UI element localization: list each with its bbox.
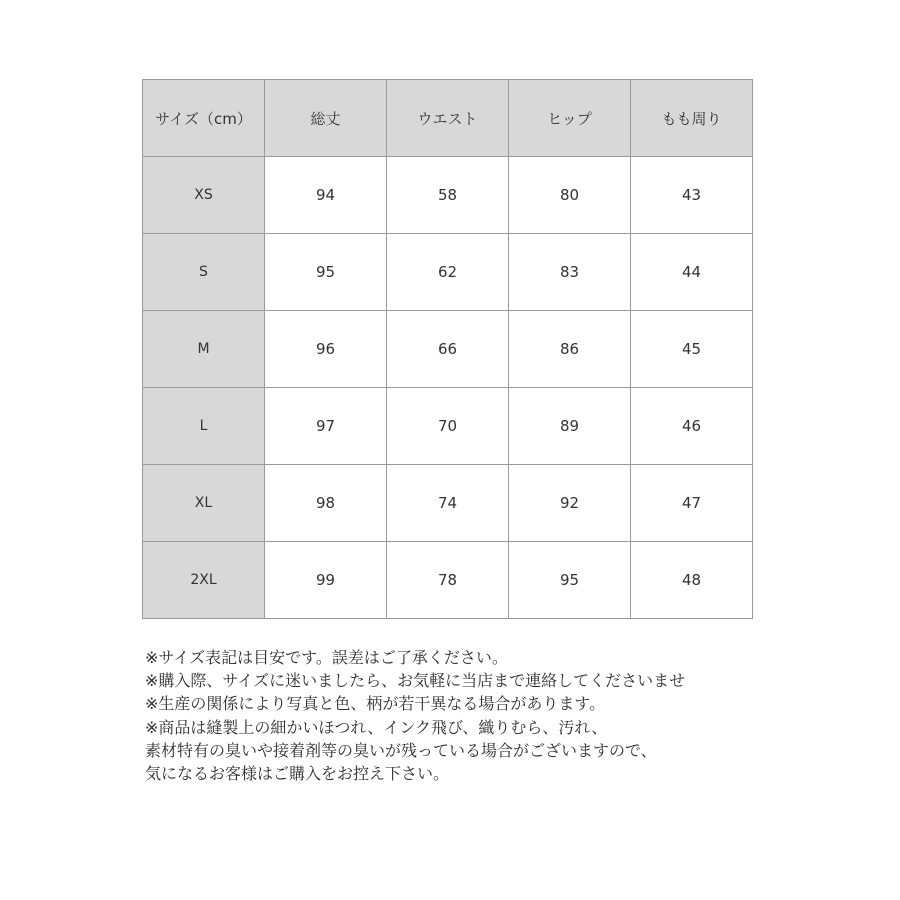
size-label: 2XL	[143, 542, 265, 619]
size-label: L	[143, 388, 265, 465]
waist-cell: 70	[387, 388, 509, 465]
thigh-cell: 48	[631, 542, 753, 619]
table-row	[143, 234, 753, 311]
thigh-cell: 47	[631, 465, 753, 542]
table-row	[143, 542, 753, 619]
note-line: ※生産の関係により写真と色、柄が若干異なる場合があります。	[145, 694, 606, 714]
hip-cell: 95	[509, 542, 631, 619]
size-chart-table	[142, 79, 753, 619]
waist-cell: 66	[387, 311, 509, 388]
hip-cell: 89	[509, 388, 631, 465]
waist-cell: 78	[387, 542, 509, 619]
hip-cell: 83	[509, 234, 631, 311]
table-row	[143, 388, 753, 465]
header-hip: ヒップ	[509, 80, 631, 157]
table-row	[143, 311, 753, 388]
waist-cell: 62	[387, 234, 509, 311]
note-line: ※サイズ表記は目安です。誤差はご了承ください。	[145, 648, 508, 667]
thigh-cell: 45	[631, 311, 753, 388]
length-cell: 97	[265, 388, 387, 465]
length-cell: 96	[265, 311, 387, 388]
waist-cell: 74	[387, 465, 509, 542]
note-line: ※購入際、サイズに迷いましたら、お気軽に当店まで連絡してくださいませ	[145, 671, 686, 691]
header-size: サイズ（cm）	[143, 80, 265, 157]
hip-cell: 92	[509, 465, 631, 542]
hip-cell: 86	[509, 311, 631, 388]
header-waist: ウエスト	[387, 80, 509, 157]
hip-cell: 80	[509, 157, 631, 234]
size-notes	[145, 646, 795, 785]
note-line: 気になるお客様はご購入をお控え下さい。	[145, 764, 450, 784]
thigh-cell: 46	[631, 388, 753, 465]
length-cell: 98	[265, 465, 387, 542]
header-length: 総丈	[265, 80, 387, 157]
length-cell: 95	[265, 234, 387, 311]
table-row	[143, 465, 753, 542]
length-cell: 94	[265, 157, 387, 234]
size-label: XS	[143, 157, 265, 234]
table-row	[143, 157, 753, 234]
note-line: ※商品は縫製上の細かいほつれ、インク飛び、織りむら、汚れ、	[145, 717, 608, 737]
thigh-cell: 43	[631, 157, 753, 234]
header-thigh: もも周り	[631, 80, 753, 157]
size-label: M	[143, 311, 265, 388]
size-label: S	[143, 234, 265, 311]
table-header-row	[143, 80, 753, 157]
size-label: XL	[143, 465, 265, 542]
waist-cell: 58	[387, 157, 509, 234]
length-cell: 99	[265, 542, 387, 619]
thigh-cell: 44	[631, 234, 753, 311]
note-line: 素材特有の臭いや接着剤等の臭いが残っている場合がございますので、	[145, 740, 657, 760]
